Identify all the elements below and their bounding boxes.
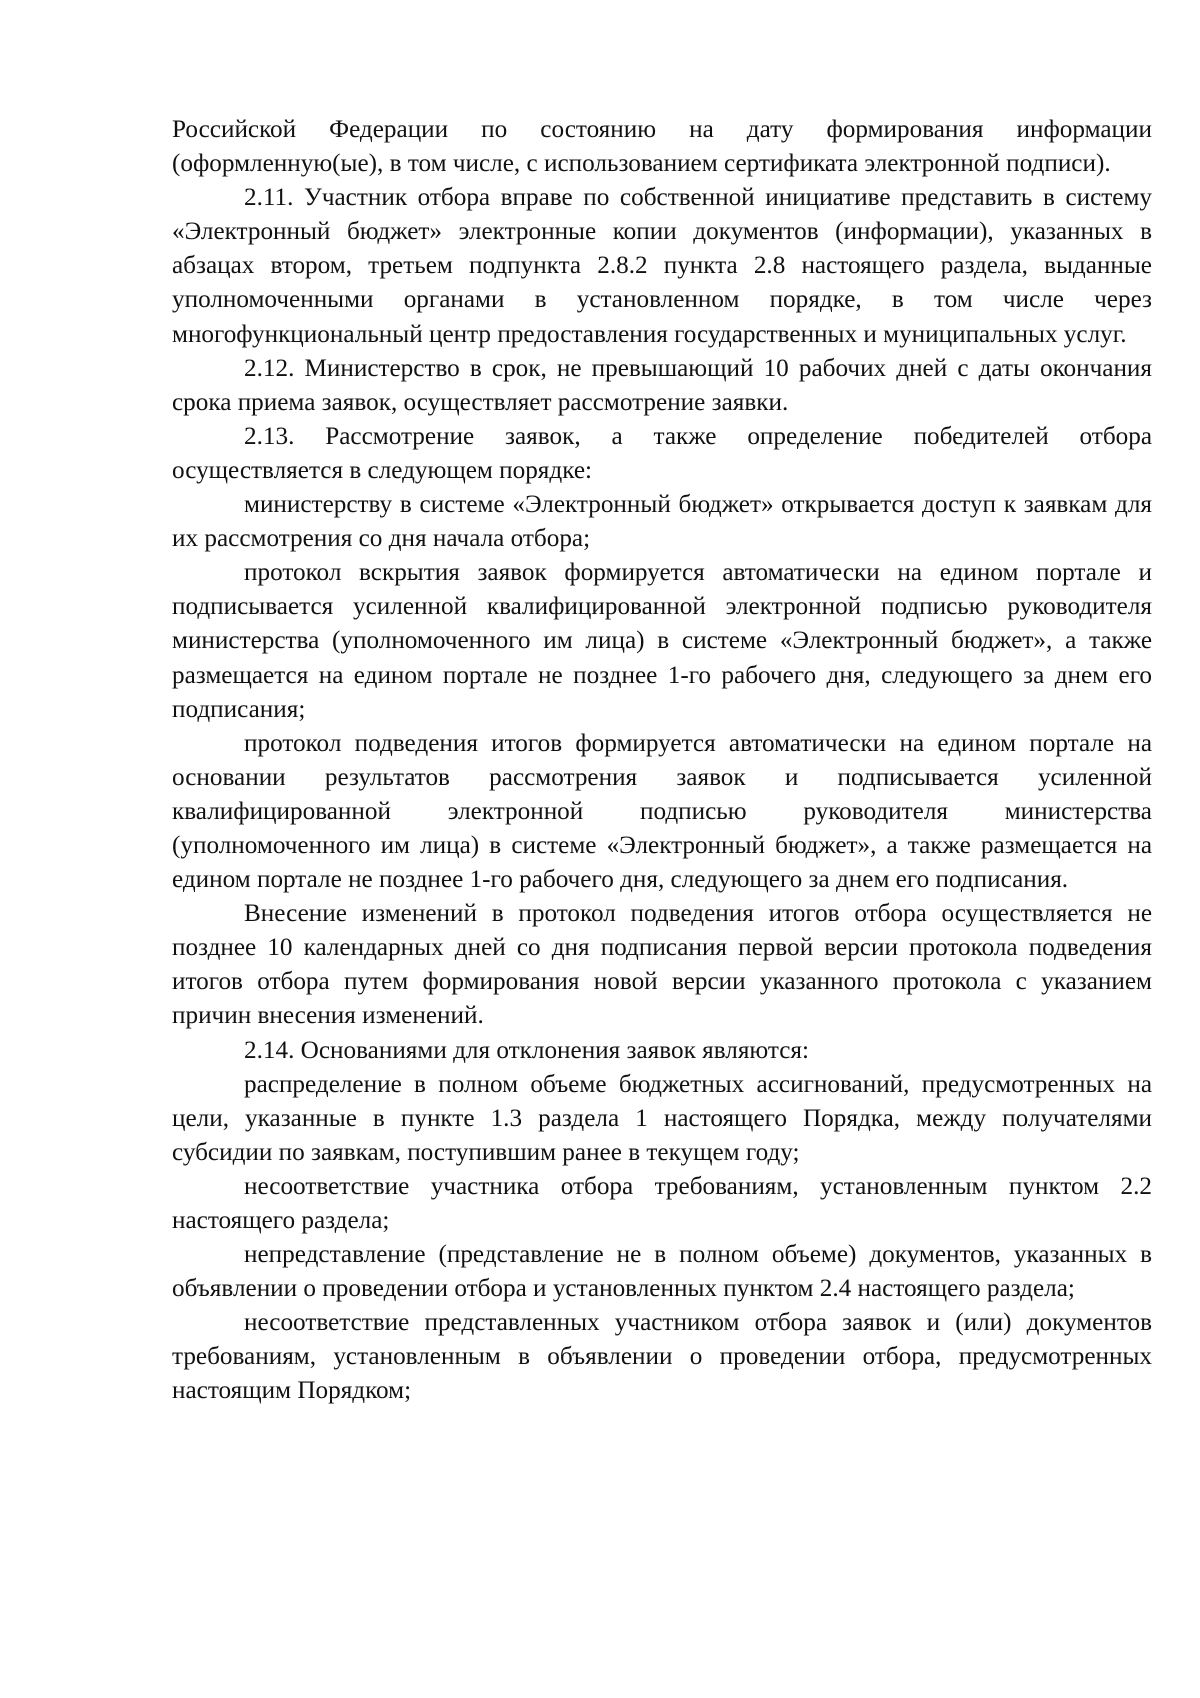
paragraph-opening-protocol: протокол вскрытия заявок формируется автоматически на едином портале и подписывается усиленной квалифицированной электронной подписью руководителя министерства (уполномоченного им лица) в системе «Электронный бюджет», а также размещается на едином портале не позднее 1-го рабочего дня, следующего за днем его подписания; — [172, 559, 1152, 723]
paragraph-rejection-ground-documents: непредставление (представление не в полном объеме) документов, указанных в объявлении о проведении отбора и установленных пунктом 2.4 настоящего раздела; — [172, 1241, 1152, 1303]
paragraph-rejection-ground-budget: распределение в полном объеме бюджетных ассигнований, предусмотренных на цели, указанные в пункте 1.3 раздела 1 настоящего Порядка, между получателями субсидии по заявкам, поступившим ранее в текущем году; — [172, 1070, 1152, 1166]
document-body — [172, 113, 1152, 1409]
paragraph-continuation: Российской Федерации по состоянию на дату формирования информации (оформленную(ые), в том числе, с использованием сертификата электронной подписи). — [172, 116, 1152, 178]
paragraph-2-13: 2.13. Рассмотрение заявок, а также определение победителей отбора осуществляется в следующем порядке: — [172, 422, 1152, 484]
paragraph-rejection-ground-requirements: несоответствие участника отбора требованиям, установленным пунктом 2.2 настоящего раздела; — [172, 1172, 1152, 1234]
paragraph-access-to-applications: министерству в системе «Электронный бюджет» открывается доступ к заявкам для их рассмотрения со дня начала отбора; — [172, 491, 1152, 553]
paragraph-results-protocol: протокол подведения итогов формируется автоматически на едином портале на основании результатов рассмотрения заявок и подписывается усиленной квалифицированной электронной подписью руководителя министерства (уполномоченного им лица) в системе «Электронный бюджет», а также размещается на едином портале не позднее 1-го рабочего дня, следующего за днем его подписания. — [172, 729, 1152, 894]
paragraph-2-12: 2.12. Министерство в срок, не превышающий 10 рабочих дней с даты окончания срока приема заявок, осуществляет рассмотрение заявки. — [172, 354, 1152, 416]
paragraph-2-14: 2.14. Основаниями для отклонения заявок являются: — [244, 1036, 809, 1064]
paragraph-protocol-amendments: Внесение изменений в протокол подведения итогов отбора осуществляется не позднее 10 календарных дней со дня подписания первой версии протокола подведения итогов отбора путем формирования новой версии указанного протокола с указанием причин внесения изменений. — [172, 900, 1152, 1030]
paragraph-2-11: 2.11. Участник отбора вправе по собственной инициативе представить в систему «Электронный бюджет» электронные копии документов (информации), указанных в абзацах втором, третьем подпункта 2.8.2 пункта 2.8 настоящего раздела, выданные уполномоченными органами в установленном порядке, в том числе через многофункциональный центр предоставления государственных и муниципальных услуг. — [172, 184, 1152, 348]
paragraph-rejection-ground-mismatch: несоответствие представленных участником отбора заявок и (или) документов требованиям, установленным в объявлении о проведении отбора, предусмотренных настоящим Порядком; — [172, 1309, 1152, 1405]
